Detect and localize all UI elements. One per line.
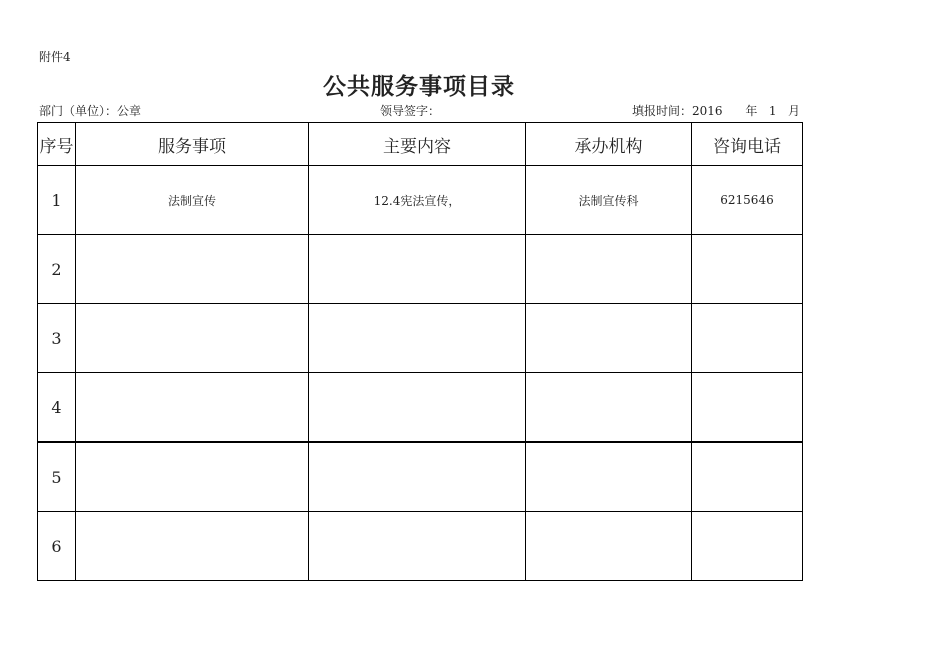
row-service-item [76,512,309,581]
table-row [38,166,803,235]
table-row [38,235,803,304]
row-service-item [76,304,309,373]
service-catalog-table [37,122,803,581]
row-agency [526,373,692,443]
row-service-item [76,442,309,512]
attachment-label: 附件4 [39,50,71,64]
department-field: 部门（单位）：公章 [39,104,142,118]
row-main-content [309,373,526,443]
row-main-content: 12.4宪法宣传， [309,166,526,235]
table-header-row [38,123,803,166]
row-main-content [309,304,526,373]
row-phone [692,304,803,373]
table-row [38,442,803,512]
row-phone [692,442,803,512]
table-row [38,373,803,443]
page-title: 公共服务事项目录 [323,74,515,100]
row-phone [692,512,803,581]
leader-signature-field: 领导签字： [380,104,441,118]
row-main-content [309,442,526,512]
row-phone: 6215646 [692,166,803,235]
row-service-item [76,373,309,443]
row-phone [692,235,803,304]
row-index: 5 [38,442,76,512]
row-agency [526,512,692,581]
fill-date-field: 填报时间：2016 年 1 月 [632,104,800,118]
row-agency [526,442,692,512]
row-service-item: 法制宣传 [76,166,309,235]
row-phone [692,373,803,443]
row-index: 3 [38,304,76,373]
row-index: 1 [38,166,76,235]
header-agency: 承办机构 [526,123,692,166]
header-service-item: 服务事项 [76,123,309,166]
row-agency [526,304,692,373]
row-index: 6 [38,512,76,581]
row-main-content [309,512,526,581]
table-row [38,304,803,373]
row-main-content [309,235,526,304]
header-phone: 咨询电话 [692,123,803,166]
row-agency [526,235,692,304]
row-index: 2 [38,235,76,304]
header-main-content: 主要内容 [309,123,526,166]
header-index: 序号 [38,123,76,166]
row-agency: 法制宣传科 [526,166,692,235]
row-service-item [76,235,309,304]
row-index: 4 [38,373,76,443]
table-row [38,512,803,581]
